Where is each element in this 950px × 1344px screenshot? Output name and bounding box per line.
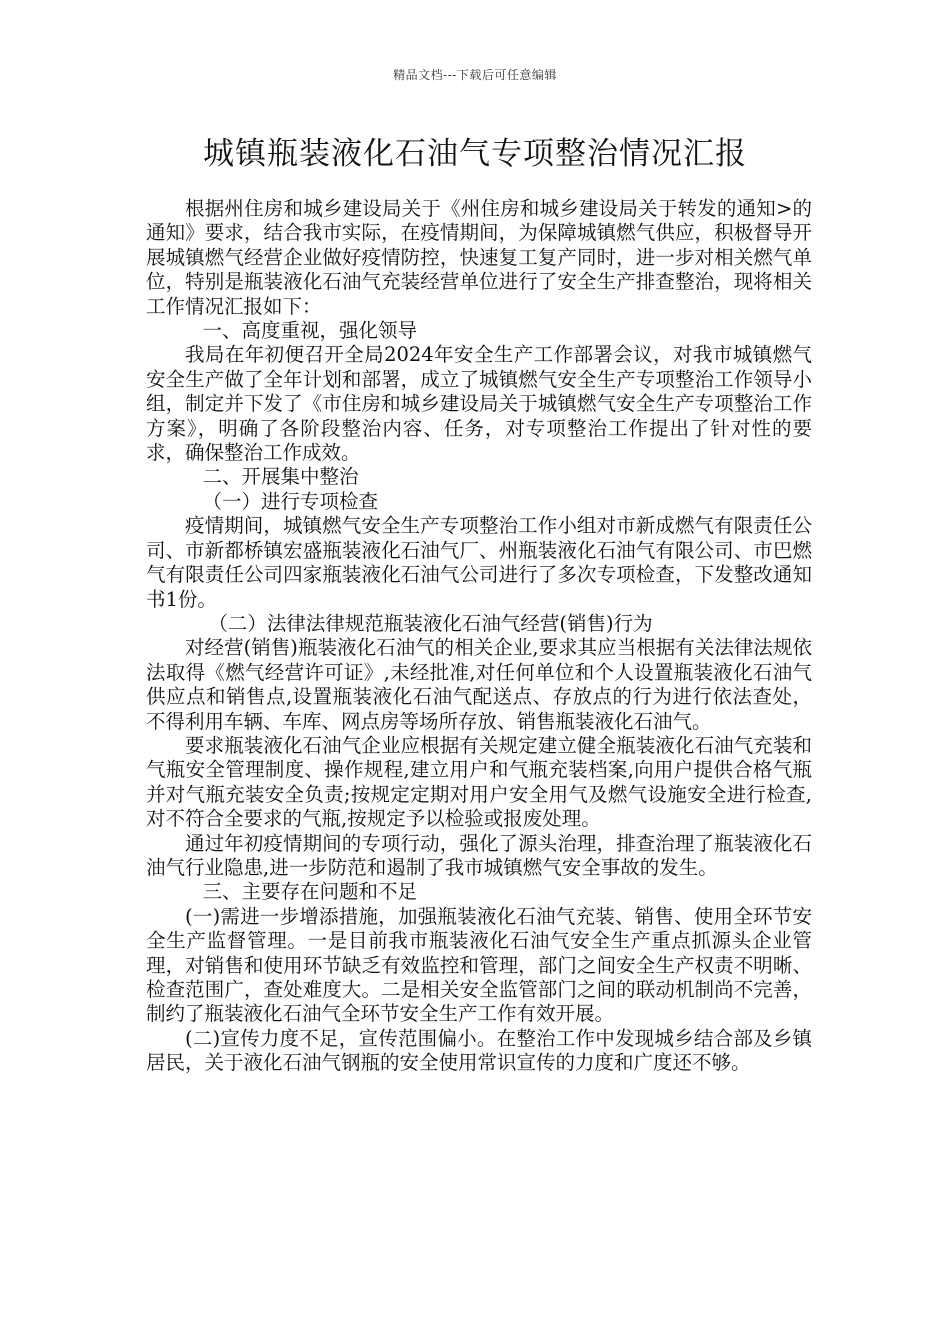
subsection-heading-2-1: （一）进行专项检查: [202, 489, 379, 513]
body-paragraph: 我局在年初便召开全局2024年安全生产工作部署会议，对我市城镇燃气安全生产做了全年计划和部署，成立了城镇燃气安全生产专项整治工作领导小组，制定并下发了《市住房和城乡建设局关于城镇燃气安全生产专项整治工作方案》，明确了各阶段整治内容、任务，对专项整治工作提出了针对性的要求，确保整治工作成效。: [146, 343, 812, 465]
intro-paragraph: 根据州住房和城乡建设局关于《州住房和城乡建设局关于转发的通知>的通知》要求，结合我市实际，在疫情期间，为保障城镇燃气供应，积极督导开展城镇燃气经营企业做好疫情防控，快速复工复产同时，进一步对相关燃气单位，特别是瓶装液化石油气充装经营单位进行了安全生产排查整治，现将相关工作情况汇报如下：: [146, 197, 812, 318]
section-heading-1: 一、高度重视，强化领导: [202, 319, 418, 343]
body-paragraph: 对经营(销售)瓶装液化石油气的相关企业,要求其应当根据有关法律法规依法取得《燃气经营许可证》,未经批准,对任何单位和个人设置瓶装液化石油气供应点和销售点,设置瓶装液化石油气配送点、存放点的行为进行依法查处，不得利用车辆、车库、网点房等场所存放、销售瓶装液化石油气。: [146, 636, 812, 733]
section-heading-3: 三、主要存在问题和不足: [202, 880, 418, 904]
body-paragraph: (二)宣传力度不足，宣传范围偏小。在整治工作中发现城乡结合部及乡镇居民，关于液化石油气钢瓶的安全使用常识宣传的力度和广度还不够。: [146, 1026, 812, 1075]
subsection-heading-2-2: （二）法律法律规范瓶装液化石油气经营(销售)行为: [208, 611, 653, 635]
document-title: 城镇瓶装液化石油气专项整治情况汇报: [203, 136, 747, 172]
body-paragraph: (一)需进一步增添措施，加强瓶装液化石油气充装、销售、使用全环节安全生产监督管理。一是目前我市瓶装液化石油气安全生产重点抓源头企业管理，对销售和使用环节缺乏有效监控和管理，部门之间安全生产权责不明晰、检查范围广，查处难度大。二是相关安全监管部门之间的联动机制尚不完善，制约了瓶装液化石油气全环节安全生产工作有效开展。: [146, 904, 812, 1026]
section-heading-2: 二、开展集中整治: [202, 465, 359, 489]
header-note: 精品文档---下载后可任意编辑: [393, 68, 557, 82]
body-paragraph: 疫情期间，城镇燃气安全生产专项整治工作小组对市新成燃气有限责任公司、市新都桥镇宏盛瓶装液化石油气厂、州瓶装液化石油气有限公司、市巴燃气有限责任公司四家瓶装液化石油气公司进行了多次专项检查，下发整改通知书1份。: [146, 514, 812, 611]
document-body: [146, 197, 812, 1076]
body-paragraph: 要求瓶装液化石油气企业应根据有关规定建立健全瓶装液化石油气充装和气瓶安全管理制度、操作规程,建立用户和气瓶充装档案,向用户提供合格气瓶并对气瓶充装安全负责;按规定定期对用户安全用气及燃气设施安全进行检查,对不符合全要求的气瓶,按规定予以检验或报废处理。: [146, 733, 812, 831]
body-paragraph: 通过年初疫情期间的专项行动，强化了源头治理，排查治理了瓶装液化石油气行业隐患,进一步防范和遏制了我市城镇燃气安全事故的发生。: [146, 831, 812, 879]
